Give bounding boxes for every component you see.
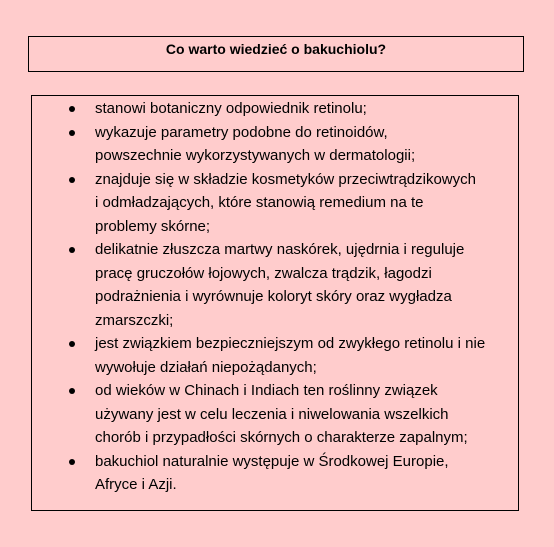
page-title: Co warto wiedzieć o bakuchiolu? — [165, 41, 387, 57]
item-line: Afryce i Azji. — [95, 476, 177, 493]
bullet-icon — [69, 388, 75, 394]
item-line: wywołuje działań niepożądanych; — [95, 358, 317, 376]
bullet-icon — [69, 247, 75, 253]
list-item — [32, 332, 518, 379]
bullet-icon — [69, 459, 75, 465]
item-line: znajduje się w składzie kosmetyków przeciwtrądzikowych — [95, 170, 476, 188]
item-line: powszechnie wykorzystywanych w dermatologii; — [95, 147, 416, 164]
list-item — [32, 450, 518, 497]
list-item — [32, 168, 518, 239]
item-line: podrażnienia i wyrównuje koloryt skóry oraz wygładza — [95, 288, 452, 305]
item-line: pracę gruczołów łojowych, zwalcza trądzik, łagodzi — [95, 264, 432, 282]
bullet-icon — [69, 106, 75, 112]
item-line: i odmładzających, które stanowią remedium na te — [95, 194, 424, 211]
bullet-icon — [69, 341, 75, 347]
item-line: stanowi botaniczny odpowiednik retinolu; — [95, 100, 367, 117]
facts-box — [31, 95, 519, 511]
item-line: jest związkiem bezpieczniejszym od zwykłego retinolu i nie — [95, 335, 486, 352]
item-line: problemy skórne; — [95, 217, 211, 235]
facts-list — [32, 97, 518, 497]
title-box — [28, 36, 524, 72]
item-line: chorób i przypadłości skórnych o charakterze zapalnym; — [95, 429, 468, 446]
item-line: zmarszczki; — [95, 311, 174, 329]
bullet-icon — [69, 130, 75, 136]
item-line: wykazuje parametry podobne do retinoidów, — [95, 123, 388, 141]
list-item — [32, 97, 518, 121]
list-item — [32, 121, 518, 168]
list-item — [32, 379, 518, 450]
item-line: bakuchiol naturalnie występuje w Środkowej Europie, — [95, 452, 449, 470]
item-line: używany jest w celu leczenia i niwelowania wszelkich — [95, 405, 449, 423]
item-line: od wieków w Chinach i Indiach ten roślinny związek — [95, 382, 438, 399]
bullet-icon — [69, 177, 75, 183]
list-item — [32, 238, 518, 332]
item-line: delikatnie złuszcza martwy naskórek, ujędrnia i reguluje — [95, 241, 465, 258]
